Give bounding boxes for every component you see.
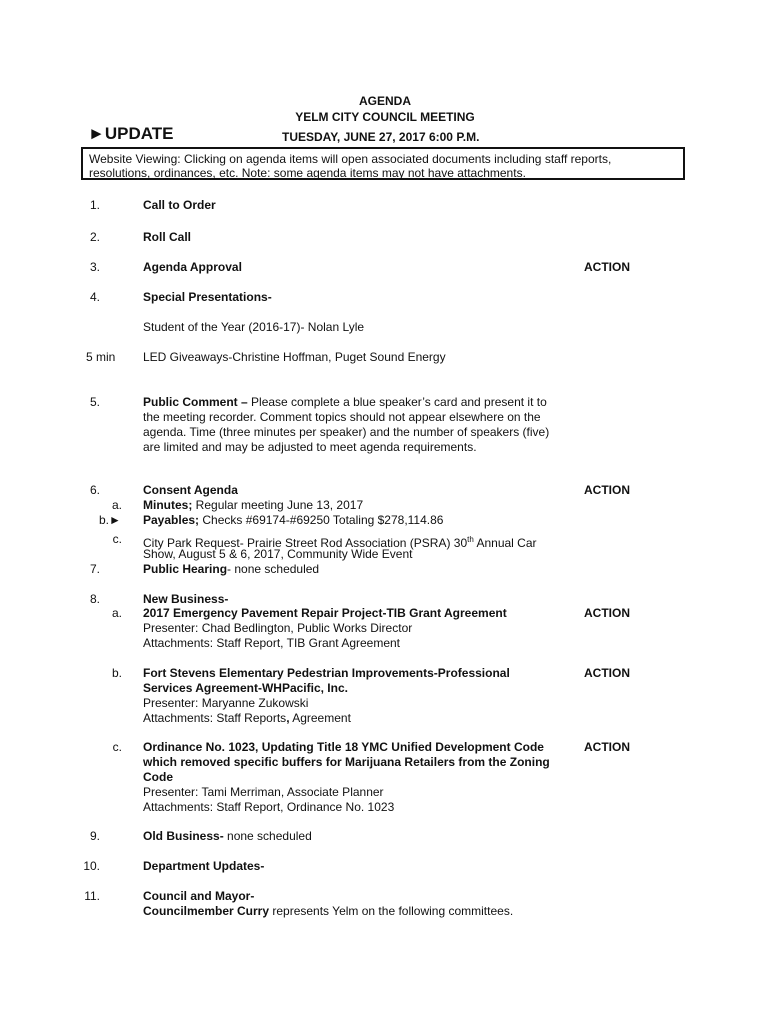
councilmember-text: represents Yelm on the following committees.	[269, 904, 514, 918]
new-business-ordinance-1023[interactable]: Ordinance No. 1023, Updating Title 18 YMC Unified Development Code	[143, 740, 544, 754]
sub-item-letter: c.	[112, 532, 122, 546]
attachments-part: Agreement	[289, 711, 351, 725]
presentation-student-of-year[interactable]: Student of the Year (2016-17)- Nolan Lyle	[143, 320, 365, 334]
public-comment-text: Please complete a blue speaker’s card and present it to	[247, 395, 547, 409]
item-number: 4.	[89, 290, 100, 304]
item-number: 5.	[89, 395, 100, 409]
park-request-line: Show, August 5 & 6, 2017, Community Wide Event	[143, 547, 413, 561]
sub-item-letter: c.	[112, 740, 122, 754]
action-label: ACTION	[584, 483, 630, 497]
attachments-text[interactable]: Attachments: Staff Report, TIB Grant Agreement	[143, 636, 401, 650]
minutes-text: Regular meeting June 13, 2017	[192, 498, 364, 512]
duration-label: 5 min	[86, 350, 116, 364]
action-label: ACTION	[584, 740, 630, 754]
councilmember-name: Councilmember Curry	[143, 904, 270, 918]
attachments-text[interactable]: Attachments: Staff Report, Ordinance No. 1023	[143, 800, 395, 814]
presenter-text: Presenter: Tami Merriman, Associate Planner	[143, 785, 384, 799]
new-business-pavement-repair[interactable]: 2017 Emergency Pavement Repair Project-TIB Grant Agreement	[143, 606, 507, 620]
consent-minutes[interactable]	[143, 498, 363, 513]
item-council-and-mayor[interactable]: Council and Mayor-	[143, 889, 255, 903]
item-number: 8.	[89, 592, 100, 606]
public-comment-line: are limited and may be adjusted to meet agenda requirements.	[143, 440, 477, 454]
sub-item-letter: a.	[111, 606, 122, 620]
meeting-name: YELM CITY COUNCIL MEETING	[295, 110, 475, 124]
park-request-text-cont: Annual Car	[473, 536, 537, 550]
agenda-title: AGENDA	[358, 94, 411, 108]
item-public-hearing[interactable]	[143, 562, 319, 577]
presenter-text: Presenter: Chad Bedlington, Public Works Director	[143, 621, 413, 635]
item-number: 3.	[89, 260, 100, 274]
public-hearing-text: - none scheduled	[227, 562, 320, 576]
item-number: 9.	[89, 829, 100, 843]
public-comment-title: Public Comment –	[143, 395, 248, 409]
old-business-title: Old Business-	[143, 829, 224, 843]
minutes-title: Minutes;	[143, 498, 193, 512]
park-request-text: City Park Request- Prairie Street Rod Association (PSRA) 30	[143, 536, 468, 550]
action-label: ACTION	[584, 260, 630, 274]
notice-line-1: Website Viewing: Clicking on agenda items will open associated documents including staff reports,	[89, 152, 612, 166]
attachments-part: Attachments: Staff Reports	[143, 711, 287, 725]
action-label: ACTION	[584, 606, 630, 620]
item-agenda-approval[interactable]: Agenda Approval	[143, 260, 242, 274]
public-hearing-title: Public Hearing	[143, 562, 228, 576]
website-notice-box	[81, 147, 685, 180]
attachments-text[interactable]	[143, 711, 351, 726]
attachments-comma: ,	[286, 711, 290, 725]
item-department-updates[interactable]: Department Updates-	[143, 859, 265, 873]
item-call-to-order[interactable]: Call to Order	[143, 198, 216, 212]
payables-title: Payables;	[143, 513, 200, 527]
payables-text: Checks #69174-#69250 Totaling $278,114.86	[199, 513, 444, 527]
item-old-business[interactable]	[143, 829, 312, 844]
old-business-text: none scheduled	[223, 829, 312, 843]
notice-line-2: resolutions, ordinances, etc. Note: some agenda items may not have attachments.	[89, 166, 526, 180]
item-number: 1.	[89, 198, 100, 212]
public-comment-line: agenda. Time (three minutes per speaker) and the number of speakers (five)	[143, 425, 550, 439]
item-new-business[interactable]: New Business-	[143, 592, 229, 606]
sub-item-letter: b.	[111, 666, 122, 680]
item-number: 2.	[89, 230, 100, 244]
item-number: 7.	[89, 562, 100, 576]
new-business-fort-stevens[interactable]: Fort Stevens Elementary Pedestrian Improvements-Professional	[143, 666, 510, 680]
update-label: ►UPDATE	[88, 124, 174, 143]
item-number: 10.	[83, 859, 100, 873]
ordinance-title-line: which removed specific buffers for Marijuana Retailers from the Zoning	[143, 755, 550, 769]
presentation-led-giveaways[interactable]: LED Giveaways-Christine Hoffman, Puget Sound Energy	[143, 350, 446, 364]
item-public-comment[interactable]	[143, 395, 547, 410]
item-number: 6.	[89, 483, 100, 497]
public-comment-line: the meeting recorder. Comment topics should not appear elsewhere on the	[143, 410, 541, 424]
item-special-presentations[interactable]: Special Presentations-	[143, 290, 272, 304]
presenter-text: Presenter: Maryanne Zukowski	[143, 696, 309, 710]
ordinance-title-line: Code	[143, 770, 173, 784]
action-label: ACTION	[584, 666, 630, 680]
item-roll-call[interactable]: Roll Call	[143, 230, 192, 244]
item-consent-agenda[interactable]: Consent Agenda	[143, 483, 238, 497]
item-number: 11.	[84, 889, 100, 903]
sub-item-letter: b.►	[99, 513, 121, 527]
fort-stevens-title-line: Services Agreement-WHPacific, Inc.	[143, 681, 348, 695]
consent-payables[interactable]	[143, 513, 443, 528]
councilmember-line	[143, 904, 513, 919]
sub-item-letter: a.	[111, 498, 122, 512]
superscript: th	[467, 535, 474, 544]
meeting-date: TUESDAY, JUNE 27, 2017 6:00 P.M.	[282, 130, 480, 144]
